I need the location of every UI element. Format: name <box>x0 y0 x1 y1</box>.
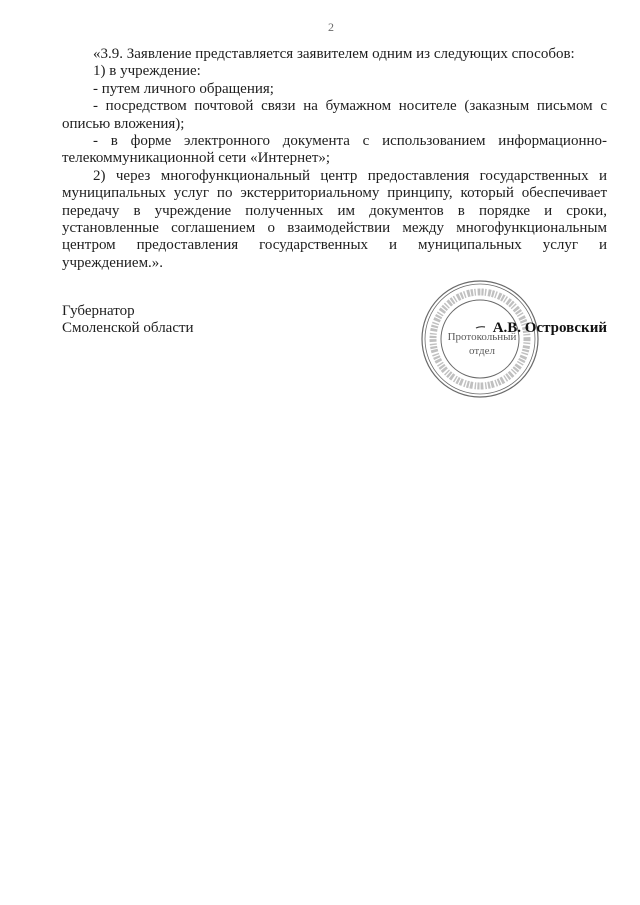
position-region: Смоленской области <box>62 320 194 336</box>
text-line: учреждением.». <box>62 254 164 271</box>
text-line: муниципальных услуг по экстерриториальному принципу, который обеспечивает <box>62 185 607 202</box>
text-line: телекоммуникационной сети «Интернет»; <box>62 150 331 167</box>
text-line: 2) через многофункциональный центр предоставления государственных и <box>93 167 607 184</box>
text-line: - посредством почтовой связи на бумажном носителе (заказным письмом с <box>93 98 607 115</box>
paragraph-option-1 <box>62 63 607 80</box>
stamp-text-line-2: отдел <box>469 345 495 357</box>
signature-mark <box>476 327 485 328</box>
position-title: Губернатор <box>62 303 135 319</box>
paragraph-electronic <box>62 133 607 168</box>
page-number: 2 <box>328 20 334 34</box>
text-line: 1) в учреждение: <box>93 63 201 80</box>
paragraph-personal-visit <box>62 81 607 98</box>
text-line: центром предоставления государственных и муниципальных услуг и <box>62 237 607 254</box>
signatory-name: А.В. Островский <box>492 320 607 336</box>
paragraph-intro <box>62 46 607 63</box>
text-line: передачу в учреждение полученных им документов в порядке и сроки, <box>62 202 607 219</box>
signatory-position <box>62 303 194 337</box>
text-line: установленные соглашением о взаимодействии между многофункциональным <box>62 219 607 236</box>
text-line: «3.9. Заявление представляется заявителем одним из следующих способов: <box>93 46 575 62</box>
text-line: - путем личного обращения; <box>93 80 274 97</box>
document-body <box>62 46 607 272</box>
paragraph-postal <box>62 98 607 133</box>
paragraph-option-2 <box>62 168 607 272</box>
text-line: - в форме электронного документа с использованием информационно- <box>93 132 607 149</box>
stamp-text-line-1: Протокольный <box>447 331 517 343</box>
text-line: описью вложения); <box>62 115 185 132</box>
